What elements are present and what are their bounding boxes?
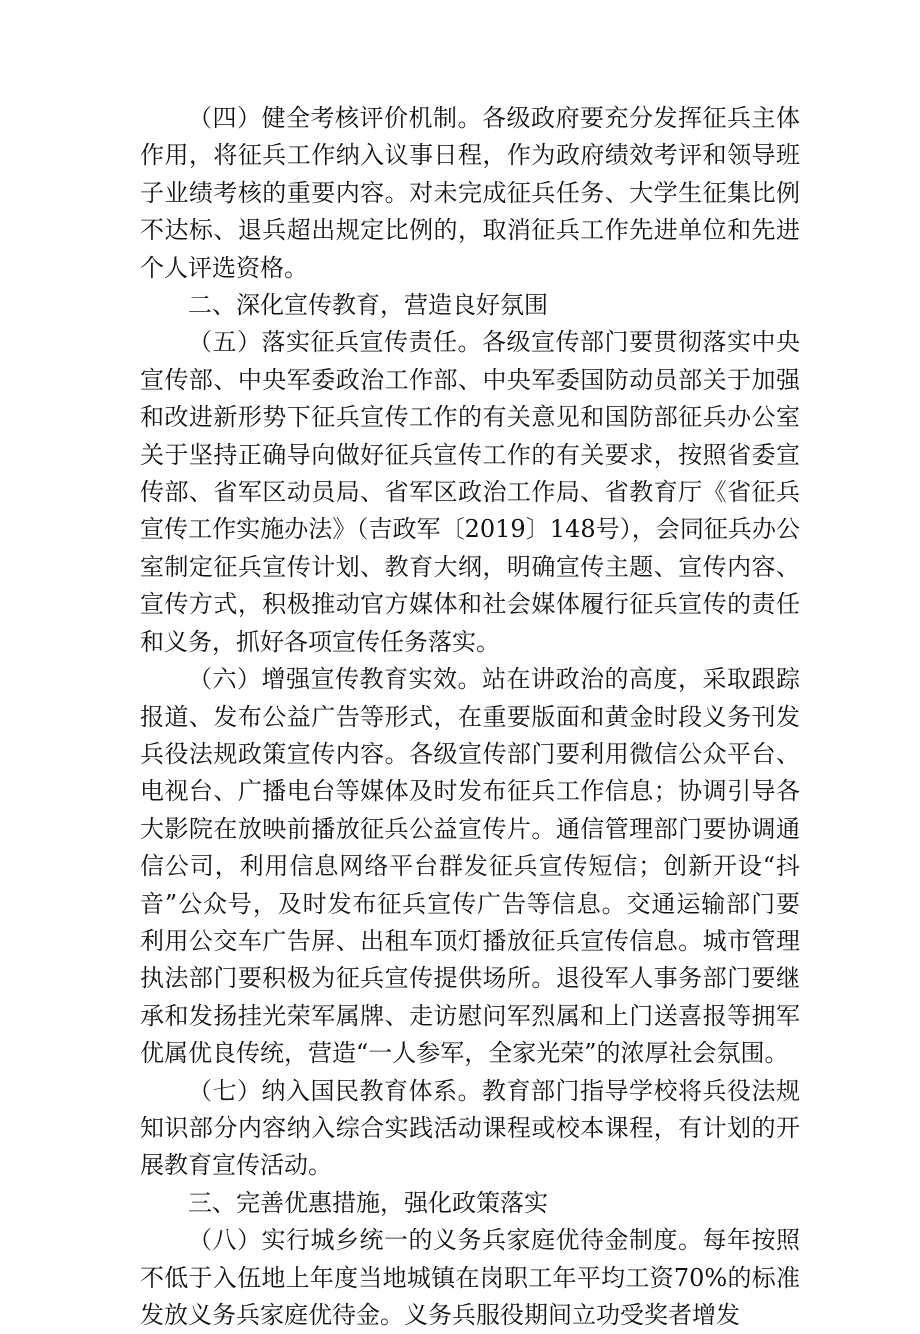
paragraph-item-4: （四）健全考核评价机制。各级政府要充分发挥征兵主体作用，将征兵工作纳入议事日程，作为政府绩效考评和领导班子业绩考核的重要内容。对未完成征兵任务、大学生征集比例不达标、退兵超出规定比例的，取消征兵工作先进单位和先进个人评选资格。	[140, 104, 800, 282]
document-page	[140, 100, 800, 1334]
paragraph-item-5: （五）落实征兵宣传责任。各级宣传部门要贯彻落实中央宣传部、中央军委政治工作部、中央军委国防动员部关于加强和改进新形势下征兵宣传工作的有关意见和国防部征兵办公室关于坚持正确导向做好征兵宣传工作的有关要求，按照省委宣传部、省军区动员局、省军区政治工作局、省教育厅《省征兵宣传工作实施办法》（吉政军〔2019〕148号），会同征兵办公室制定征兵宣传计划、教育大纲，明确宣传主题、宣传内容、宣传方式，积极推动官方媒体和社会媒体履行征兵宣传的责任和义务，抓好各项宣传任务落实。	[140, 328, 800, 656]
section-heading-3: 三、完善优惠措施，强化政策落实	[188, 1188, 548, 1217]
paragraph-item-8: （八）实行城乡统一的义务兵家庭优待金制度。每年按照不低于入伍地上年度当地城镇在岗职工年平均工资70%的标准发放义务兵家庭优待金。义务兵服役期间立功受奖者增发	[140, 1226, 800, 1329]
paragraph-item-7: （七）纳入国民教育体系。教育部门指导学校将兵役法规知识部分内容纳入综合实践活动课程或校本课程，有计划的开展教育宣传活动。	[140, 1076, 800, 1180]
paragraph-item-6: （六）增强宣传教育实效。站在讲政治的高度，采取跟踪报道、发布公益广告等形式，在重要版面和黄金时段义务刊发兵役法规政策宣传内容。各级宣传部门要利用微信公众平台、电视台、广播电台等媒体及时发布征兵工作信息；协调引导各大影院在放映前播放征兵公益宣传片。通信管理部门要协调通信公司，利用信息网络平台群发征兵宣传短信；创新开设“抖音”公众号，及时发布征兵宣传广告等信息。交通运输部门要利用公交车广告屏、出租车顶灯播放征兵宣传信息。城市管理执法部门要积极为征兵宣传提供场所。退役军人事务部门要继承和发扬挂光荣军属牌、走访慰问军烈属和上门送喜报等拥军优属优良传统，营造“一人参军，全家光荣”的浓厚社会氛围。	[140, 665, 800, 1068]
section-heading-2: 二、深化宣传教育，营造良好氛围	[188, 291, 548, 320]
